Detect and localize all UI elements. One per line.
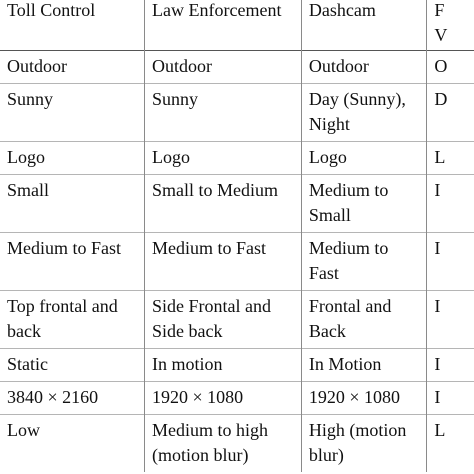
header-cell-toll-control: Toll Control [7,0,96,20]
table-row [0,51,474,84]
table-cell: Medium to Fast [145,233,302,291]
header-cell-dashcam: Dashcam [301,0,426,51]
table-cell: Sunny [0,84,145,142]
table-cell: Medium to Fast [0,233,145,291]
table-cell: Low [0,415,145,473]
table-cell: 3840 × 2160 [0,382,145,415]
table-cell: I [427,233,474,291]
table-cell: Outdoor [145,51,302,84]
table-cell: In motion [145,349,302,382]
table-row [0,175,474,233]
table-cell: Day (Sunny), Night [301,84,426,142]
table-cell: Logo [301,142,426,175]
table-cell: Logo [0,142,145,175]
table-row [0,349,474,382]
table-cell: Outdoor [0,51,145,84]
table-cell: Sunny [145,84,302,142]
table-row [0,415,474,473]
table-cell: 1920 × 1080 [301,382,426,415]
table-cell: Frontal and Back [301,291,426,349]
table-row [0,142,474,175]
table-cell: Small to Medium [145,175,302,233]
table-cell: Top frontal and back [0,291,145,349]
table-row [0,84,474,142]
table-row [0,382,474,415]
table-cell: Outdoor [301,51,426,84]
table-cell: L [427,142,474,175]
table-cell: 1920 × 1080 [145,382,302,415]
table-header-row [0,0,474,51]
table-row [0,291,474,349]
table-cell: I [427,175,474,233]
table-cell: Medium to high (motion blur) [145,415,302,473]
table-cell: In Motion [301,349,426,382]
header-cell-law-enforcement: Law Enforcement [145,0,302,51]
table-cell: I [427,291,474,349]
table-cell: I [427,382,474,415]
table-cell: I [427,349,474,382]
header-cell-truncated: F V [427,0,474,51]
table-cell: Side Frontal and Side back [145,291,302,349]
table-cell: L [427,415,474,473]
table-cell: Static [0,349,145,382]
table-cell: High (motion blur) [301,415,426,473]
table-cell: Medium to Fast [301,233,426,291]
table-cell: Small [0,175,145,233]
table-cell: Logo [145,142,302,175]
table-cell: O [427,51,474,84]
table-row [0,233,474,291]
table-cell: D [427,84,474,142]
table-cell: Medium to Small [301,175,426,233]
